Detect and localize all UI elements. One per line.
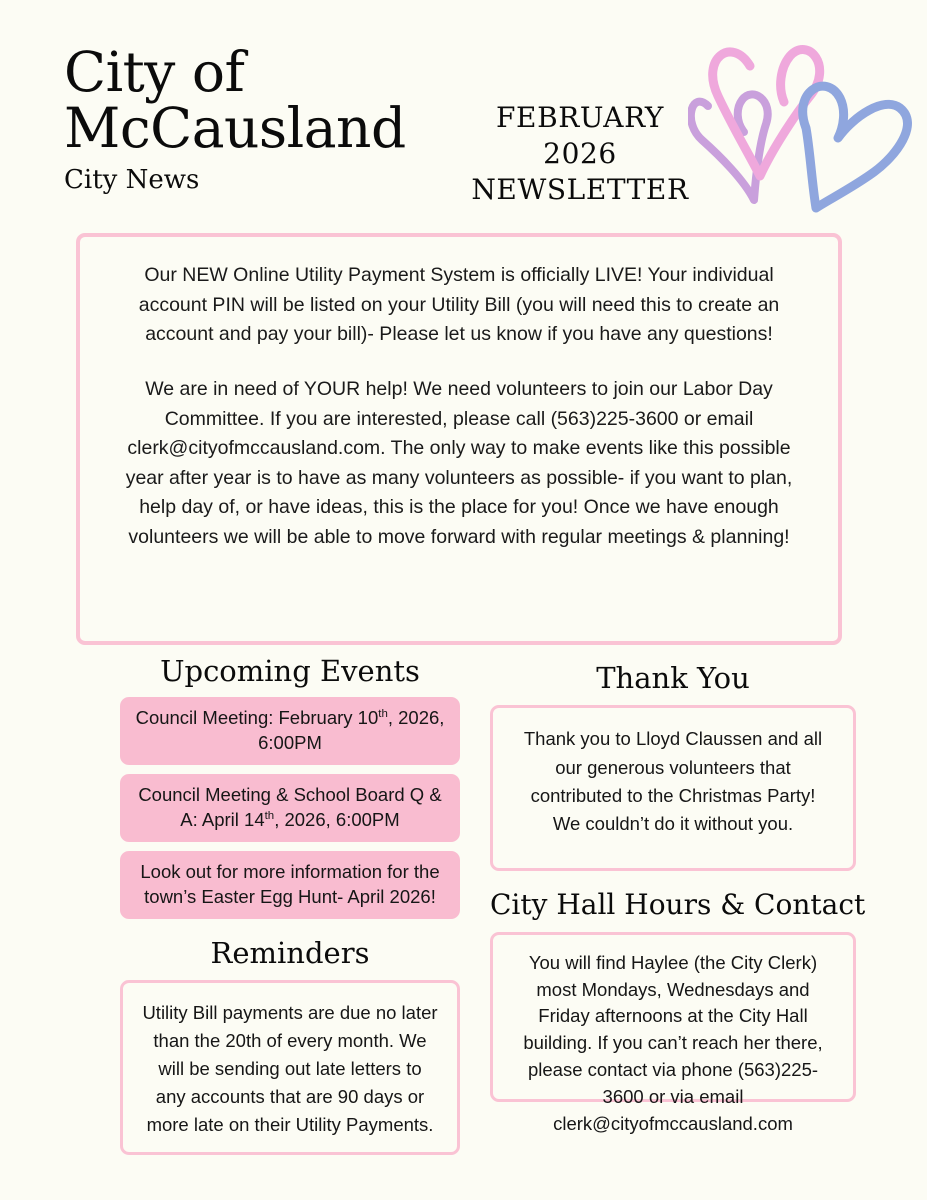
hearts-decoration — [688, 14, 918, 214]
city-title-line-2: McCausland — [64, 96, 406, 161]
hearts-svg — [688, 14, 918, 214]
right-column — [490, 661, 866, 1134]
announcement-paragraph-2: We are in need of YOUR help! We need volunteers to join our Labor Day Committee. If you are interested, please call (563)225-3600 or email clerk@cityofmccausland.com. The only way to make events like this possible year after year is to have as many volunteers as possible- if you want to plan, help day of, or have ideas, this is the place for you! Once we have enough volunteers we will be able to move forward with regular meetings & planning! — [125, 377, 793, 548]
city-hall-body: You will find Haylee (the City Clerk) most Mondays, Wednesdays and Friday afternoons at the City Hall building. If you can’t reach her there, please contact via phone (563)225-3600 or via email clerk@cityofmccausland.com — [523, 951, 823, 1134]
event-text-after: , 2026, 6:00PM — [274, 809, 400, 831]
issue-month: FEBRUARY — [496, 101, 664, 134]
issue-year: 2026 — [543, 136, 617, 170]
thank-you-body: Thank you to Lloyd Claussen and all our generous volunteers that contributed to the Christmas Party! We couldn’t do it without you. — [523, 728, 823, 834]
newsletter-header — [0, 0, 927, 228]
heart-blue-icon — [803, 86, 908, 208]
event-ordinal: th — [378, 708, 388, 721]
city-hall-heading: City Hall Hours & Contact — [490, 888, 866, 922]
event-text-after: , 2026, 6:00PM — [258, 707, 445, 754]
event-card[interactable] — [120, 697, 460, 765]
city-title — [64, 40, 484, 161]
city-hall-card — [490, 932, 856, 1134]
thank-you-card — [490, 705, 856, 871]
upcoming-events-list — [120, 697, 460, 919]
event-card[interactable] — [120, 774, 460, 842]
event-text-before: Council Meeting & School Board Q & A: April 14 — [138, 784, 442, 831]
city-title-line-1: City of — [64, 40, 245, 104]
masthead-subtitle: City News — [64, 165, 200, 196]
masthead — [64, 40, 484, 196]
announcement-paragraph-1: Our NEW Online Utility Payment System is officially LIVE! Your individual account PIN will be listed on your Utility Bill (you will need this to create an account and pay your bill)- Please let us know if you have any questions! — [138, 264, 780, 346]
issue-label: NEWSLETTER — [471, 172, 689, 206]
reminders-heading: Reminders — [210, 936, 370, 971]
event-text-before: Look out for more information for the town’s Easter Egg Hunt- April 2026! — [140, 861, 440, 908]
event-card[interactable] — [120, 851, 460, 919]
announcement-box — [76, 233, 842, 645]
reminders-body: Utility Bill payments are due no later than the 20th of every month. We will be sending out late letters to any accounts that are 90 days or more late on their Utility Payments. — [142, 1001, 438, 1136]
reminders-card — [120, 980, 460, 1155]
event-text-before: Council Meeting: February 10 — [135, 707, 379, 729]
event-ordinal: th — [264, 810, 275, 823]
upcoming-events-heading: Upcoming Events — [160, 654, 420, 688]
thank-you-heading: Thank You — [596, 661, 750, 695]
left-column — [120, 655, 460, 1155]
issue-info — [470, 100, 690, 207]
